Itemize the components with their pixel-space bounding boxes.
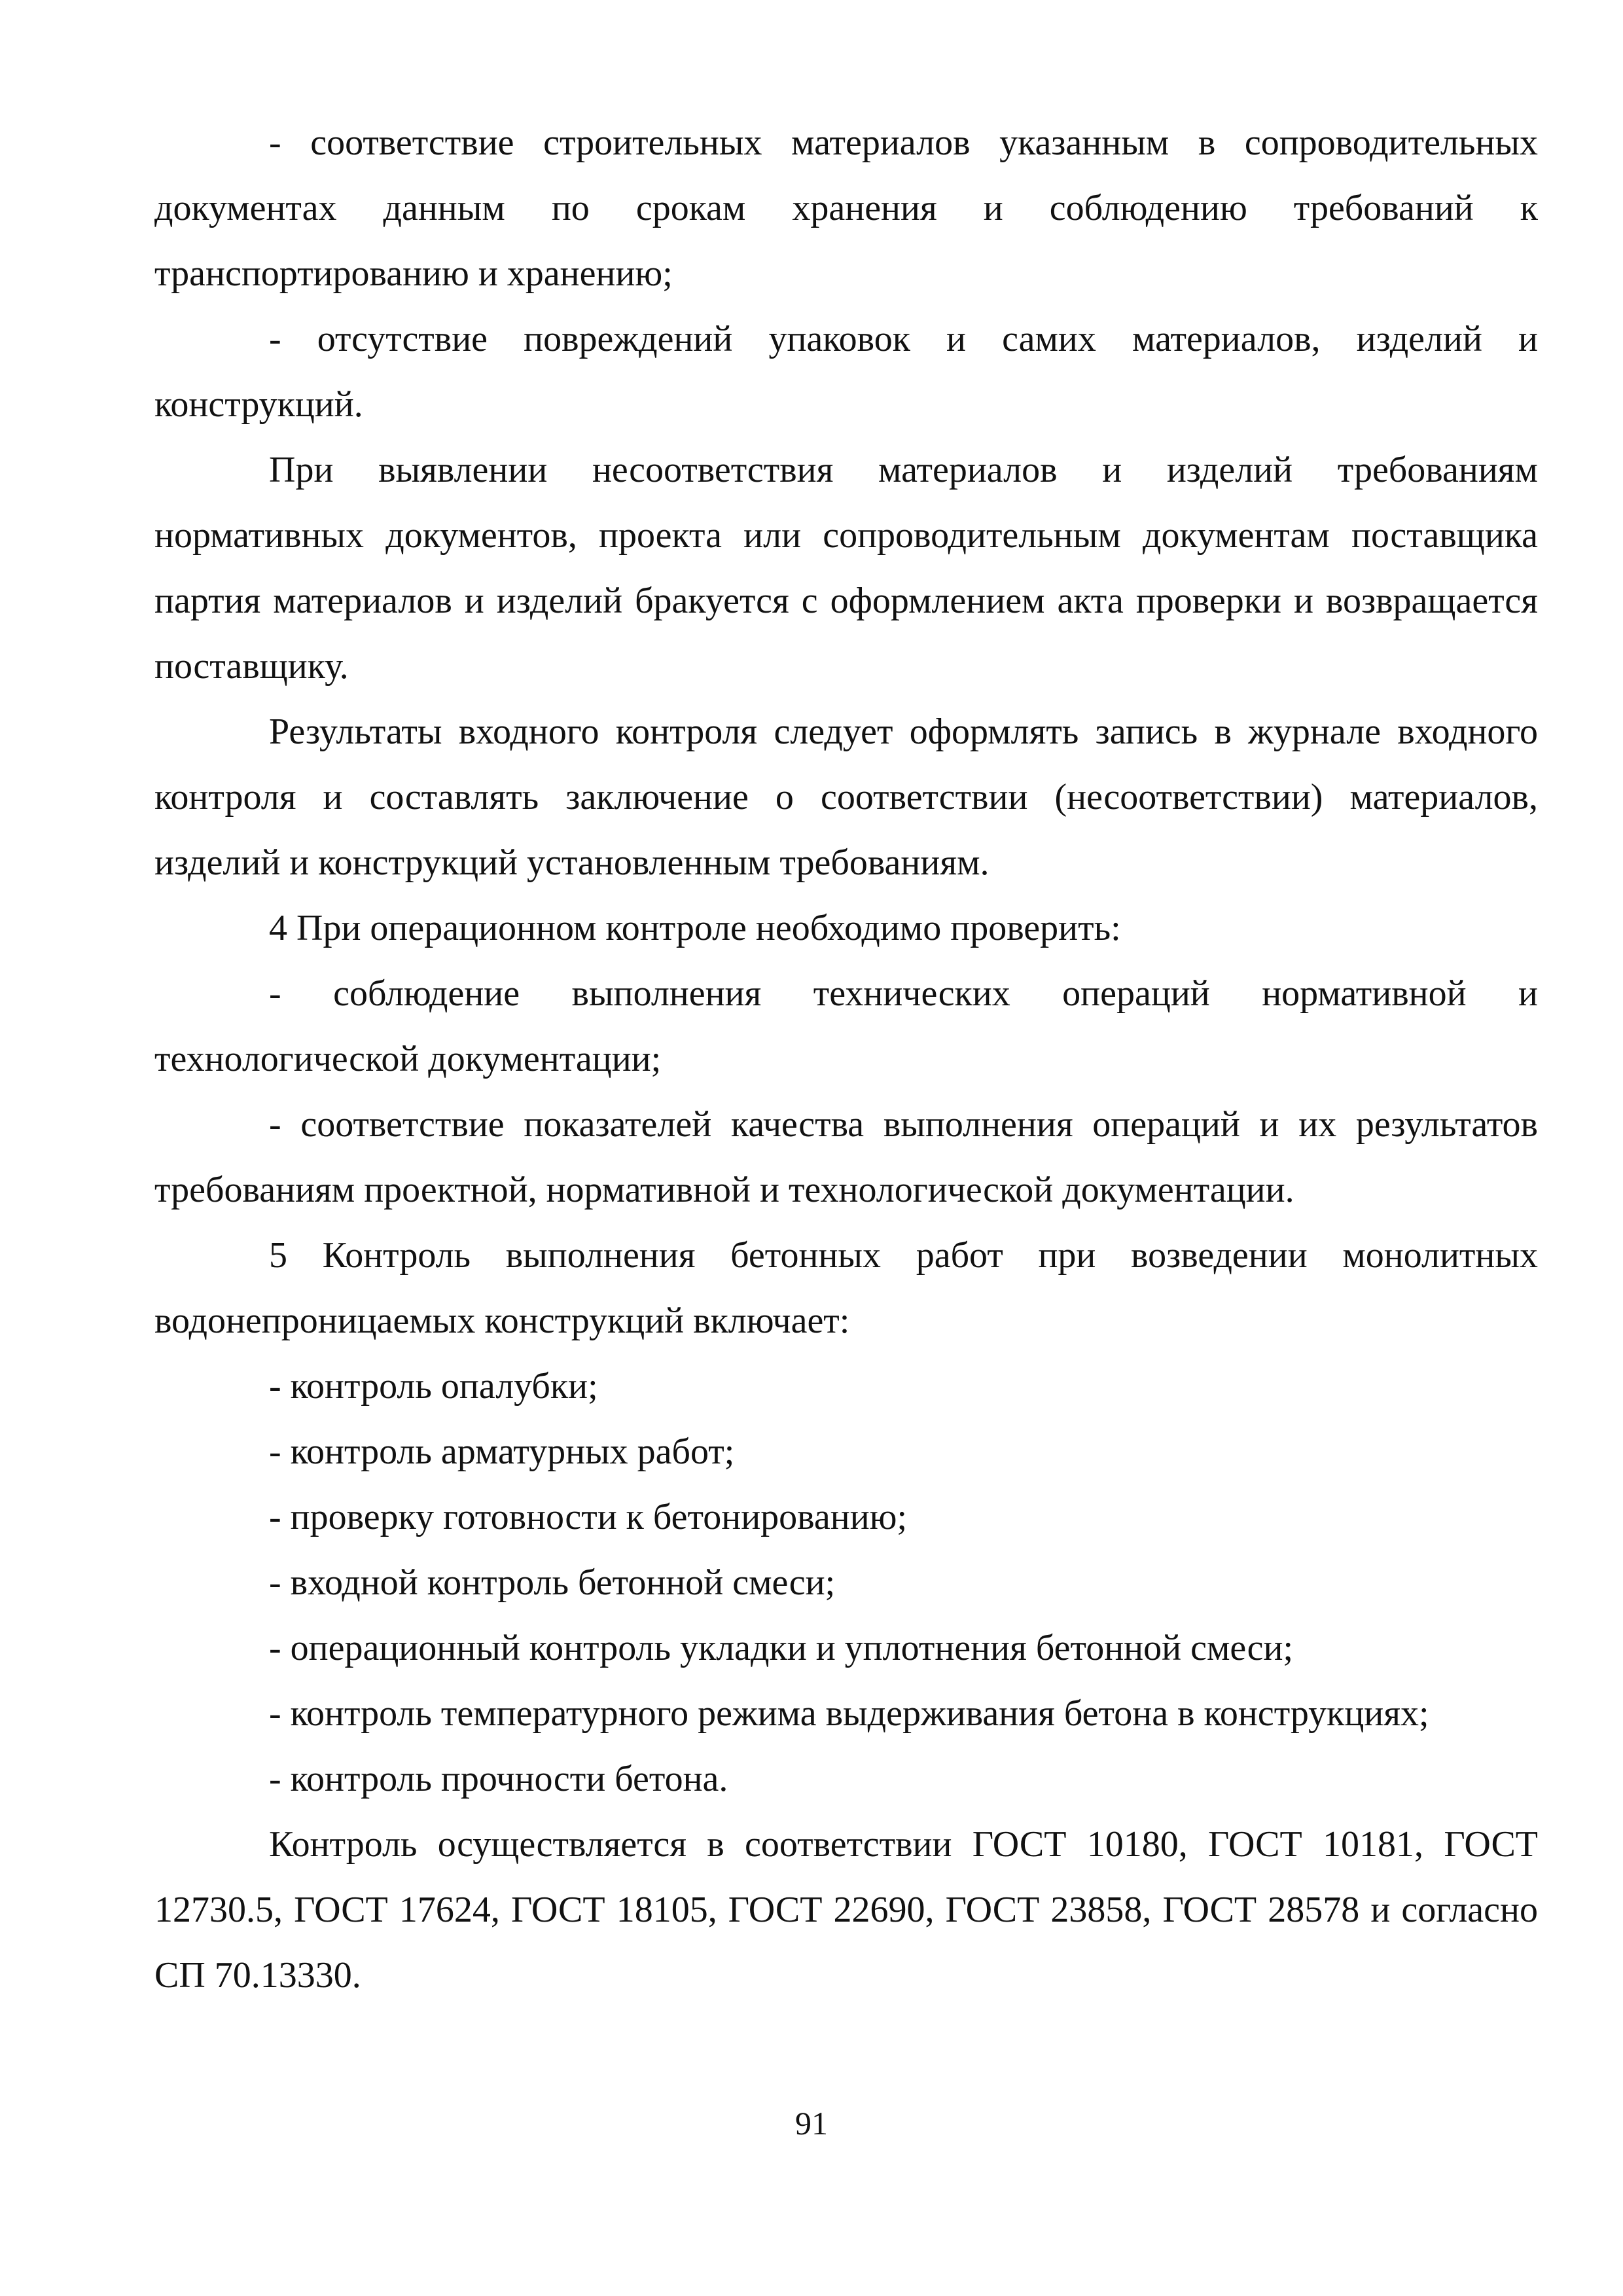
document-body: [154, 110, 1538, 2008]
paragraph-operations-compliance: - соблюдение выполнения технических операций нормативной и технологической документации;: [154, 973, 1538, 1079]
list-item-concrete-mix-input: - входной контроль бетонной смеси;: [269, 1562, 836, 1603]
page-number: 91: [795, 2105, 828, 2142]
list-item-reinforcement: - контроль арматурных работ;: [269, 1431, 735, 1472]
list-item-readiness: - проверку готовности к бетонированию;: [269, 1497, 908, 1537]
paragraph-concrete-works-control: 5 Контроль выполнения бетонных работ при возведении монолитных водонепроницаемых конструкций включает:: [154, 1235, 1538, 1341]
paragraph-input-control-results: Результаты входного контроля следует оформлять запись в журнале входного контроля и составлять заключение о соответствии (несоответствии) материалов, изделий и конструкций установленным требованиям.: [154, 711, 1538, 883]
paragraph-nonconformity: При выявлении несоответствия материалов и изделий требованиям нормативных документов, проекта или сопроводительным документам поставщика партия материалов и изделий бракуется с оформлением акта проверки и возвращается поставщику.: [154, 450, 1538, 687]
list-item-strength: - контроль прочности бетона.: [269, 1759, 728, 1799]
list-item-placement-compaction: - операционный контроль укладки и уплотнения бетонной смеси;: [269, 1628, 1294, 1668]
paragraph-operational-control-heading: 4 При операционном контроле необходимо проверить:: [269, 908, 1121, 948]
list-item-formwork: - контроль опалубки;: [269, 1366, 598, 1407]
paragraph-standards: Контроль осуществляется в соответствии ГОСТ 10180, ГОСТ 10181, ГОСТ 12730.5, ГОСТ 17624, ГОСТ 18105, ГОСТ 22690, ГОСТ 23858, ГОСТ 28578 и согласно СП 70.13330.: [154, 1824, 1538, 1996]
paragraph-no-damage: - отсутствие повреждений упаковок и самих материалов, изделий и конструкций.: [154, 319, 1538, 425]
paragraph-quality-indicators: - соответствие показателей качества выполнения операций и их результатов требованиям проектной, нормативной и технологической документации.: [154, 1104, 1538, 1210]
paragraph-materials-compliance: - соответствие строительных материалов указанным в сопроводительных документах данным по срокам хранения и соблюдению требований к транспортированию и хранению;: [154, 122, 1538, 294]
list-item-temperature-regime: - контроль температурного режима выдерживания бетона в конструкциях;: [269, 1693, 1429, 1734]
